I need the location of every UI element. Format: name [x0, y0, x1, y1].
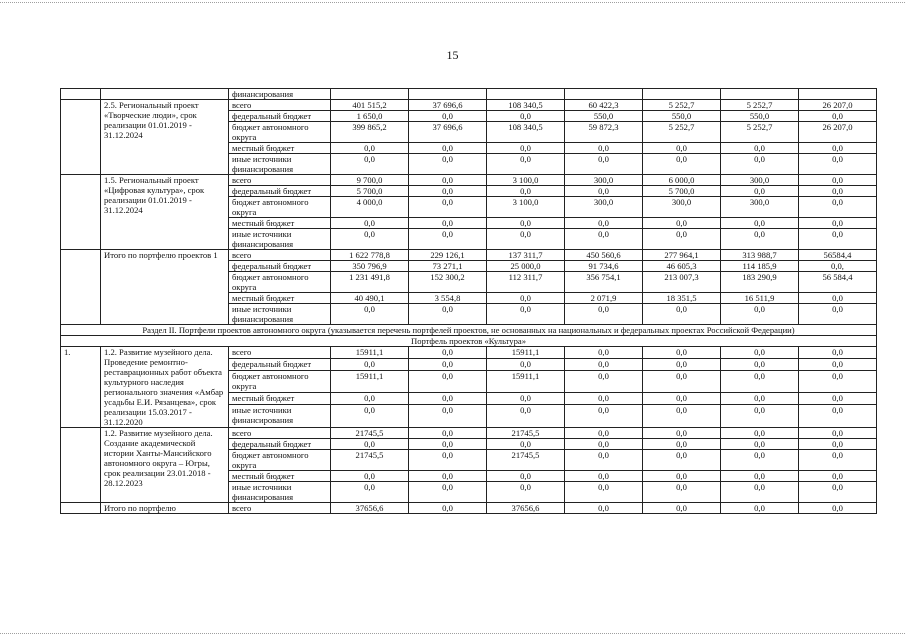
amount-cell: 0,0: [799, 293, 877, 304]
funding-source: бюджет автономного округа: [229, 450, 331, 471]
amount-cell: 0,0: [721, 450, 799, 471]
amount-cell: 0,0: [409, 229, 487, 250]
amount-cell: 0,0: [487, 439, 565, 450]
amount-cell: 0,0: [565, 439, 643, 450]
row-number: [61, 175, 101, 250]
amount-cell: 0,0: [487, 471, 565, 482]
amount-cell: 300,0: [721, 175, 799, 186]
amount-cell: 152 300,2: [409, 272, 487, 293]
amount-cell: 0,0: [409, 154, 487, 175]
amount-cell: 0,0: [409, 175, 487, 186]
amount-cell: 0,0: [643, 450, 721, 471]
amount-cell: 0,0: [487, 293, 565, 304]
amount-cell: 5 252,7: [721, 122, 799, 143]
amount-cell: 0,0: [643, 503, 721, 514]
amount-cell: 0,0: [409, 428, 487, 439]
amount-cell: 0,0: [487, 405, 565, 428]
amount-cell: 550,0: [565, 111, 643, 122]
amount-cell: 0,0: [721, 347, 799, 359]
table-row: [61, 89, 877, 100]
amount-cell: 0,0: [721, 358, 799, 370]
funding-source: местный бюджет: [229, 218, 331, 229]
amount-cell: 15911,1: [331, 347, 409, 359]
amount-cell: 73 271,1: [409, 261, 487, 272]
funding-source: местный бюджет: [229, 143, 331, 154]
amount-cell: 0,0: [487, 229, 565, 250]
amount-cell: 0,0: [799, 143, 877, 154]
amount-cell: 108 340,5: [487, 122, 565, 143]
amount-cell: 0,0: [721, 229, 799, 250]
amount-cell: 15911,1: [331, 370, 409, 393]
amount-cell: 0,0: [799, 154, 877, 175]
amount-cell: 3 100,0: [487, 197, 565, 218]
amount-cell: 0,0: [565, 405, 643, 428]
amount-cell: 350 796,9: [331, 261, 409, 272]
amount-cell: [721, 89, 799, 100]
amount-cell: 0,0: [643, 154, 721, 175]
amount-cell: 21745,5: [487, 428, 565, 439]
page-number: 15: [446, 48, 459, 62]
amount-cell: 0,0: [331, 439, 409, 450]
funding-source: всего: [229, 100, 331, 111]
amount-cell: 16 511,9: [721, 293, 799, 304]
amount-cell: 0,0: [331, 154, 409, 175]
scan-bottom-edge: [0, 631, 905, 634]
amount-cell: 37656,6: [487, 503, 565, 514]
amount-cell: 2 071,9: [565, 293, 643, 304]
amount-cell: 277 964,1: [643, 250, 721, 261]
row-number: 1.: [61, 347, 101, 428]
amount-cell: 5 252,7: [643, 122, 721, 143]
amount-cell: 0,0: [643, 370, 721, 393]
amount-cell: 25 000,0: [487, 261, 565, 272]
amount-cell: 550,0: [643, 111, 721, 122]
amount-cell: 137 311,7: [487, 250, 565, 261]
amount-cell: 0,0: [643, 482, 721, 503]
amount-cell: 0,0: [565, 370, 643, 393]
amount-cell: 26 207,0: [799, 122, 877, 143]
amount-cell: 0,0: [643, 428, 721, 439]
table-row: [61, 100, 877, 111]
amount-cell: 0,0: [565, 186, 643, 197]
project-name: Итого по портфелю проектов 1: [101, 250, 229, 325]
funding-table: [60, 88, 877, 514]
funding-source: всего: [229, 347, 331, 359]
amount-cell: 0,0: [721, 186, 799, 197]
amount-cell: 40 490,1: [331, 293, 409, 304]
amount-cell: 0,0: [799, 370, 877, 393]
amount-cell: 0,0: [331, 471, 409, 482]
amount-cell: 0,0: [799, 304, 877, 325]
amount-cell: 401 515,2: [331, 100, 409, 111]
scan-top-edge: [0, 2, 905, 6]
amount-cell: 0,0: [487, 358, 565, 370]
amount-cell: 21745,5: [487, 450, 565, 471]
amount-cell: 0,0: [409, 471, 487, 482]
amount-cell: [643, 89, 721, 100]
amount-cell: 0,0: [409, 450, 487, 471]
table-row: [61, 503, 877, 514]
amount-cell: 1 231 491,8: [331, 272, 409, 293]
amount-cell: 4 000,0: [331, 197, 409, 218]
amount-cell: 0,0: [721, 154, 799, 175]
amount-cell: 9 700,0: [331, 175, 409, 186]
amount-cell: 0,0: [565, 471, 643, 482]
amount-cell: 0,0: [331, 393, 409, 405]
amount-cell: 0,0: [721, 503, 799, 514]
amount-cell: 0,0: [721, 482, 799, 503]
funding-source: федеральный бюджет: [229, 111, 331, 122]
funding-source: иные источники финансирования: [229, 405, 331, 428]
amount-cell: 0,0: [409, 482, 487, 503]
amount-cell: [409, 89, 487, 100]
amount-cell: 0,0: [409, 304, 487, 325]
amount-cell: 0,0: [409, 218, 487, 229]
amount-cell: 450 560,6: [565, 250, 643, 261]
amount-cell: 0,0: [331, 143, 409, 154]
amount-cell: 0,0: [409, 370, 487, 393]
project-name: [101, 89, 229, 100]
funding-source: федеральный бюджет: [229, 186, 331, 197]
amount-cell: 0,0: [799, 471, 877, 482]
amount-cell: 15911,1: [487, 370, 565, 393]
amount-cell: 21745,5: [331, 428, 409, 439]
amount-cell: 0,0: [409, 143, 487, 154]
amount-cell: 0,0: [799, 393, 877, 405]
amount-cell: 1 622 778,8: [331, 250, 409, 261]
amount-cell: 0,0: [799, 347, 877, 359]
amount-cell: 0,0: [643, 304, 721, 325]
funding-source: финансирования: [229, 89, 331, 100]
row-number: [61, 100, 101, 175]
amount-cell: 0,0: [487, 482, 565, 503]
amount-cell: 1 650,0: [331, 111, 409, 122]
table-row: [61, 250, 877, 261]
project-name: 1.2. Развитие музейного дела. Проведение ремонтно-реставрационных работ объекта культурного наследия регионального значения «Амбар усадьбы Е.И. Рязанцева», срок реализации 15.03.2017 - 31.12.2020: [101, 347, 229, 428]
amount-cell: 0,0: [799, 405, 877, 428]
amount-cell: 0,0: [643, 471, 721, 482]
funding-source: местный бюджет: [229, 393, 331, 405]
funding-source: бюджет автономного округа: [229, 272, 331, 293]
amount-cell: 0,0: [799, 229, 877, 250]
amount-cell: 114 185,9: [721, 261, 799, 272]
amount-cell: 21745,5: [331, 450, 409, 471]
amount-cell: 0,0: [643, 393, 721, 405]
amount-cell: 0,0: [799, 197, 877, 218]
amount-cell: 183 290,9: [721, 272, 799, 293]
amount-cell: 0,0: [331, 482, 409, 503]
funding-source: иные источники финансирования: [229, 154, 331, 175]
amount-cell: 229 126,1: [409, 250, 487, 261]
amount-cell: 0,0: [721, 405, 799, 428]
amount-cell: 0,0: [409, 111, 487, 122]
funding-source: местный бюджет: [229, 293, 331, 304]
amount-cell: 0,0: [565, 393, 643, 405]
amount-cell: 0,0: [799, 175, 877, 186]
amount-cell: 0,0: [565, 154, 643, 175]
amount-cell: 213 007,3: [643, 272, 721, 293]
amount-cell: 0,0: [799, 186, 877, 197]
project-name: 2.5. Региональный проект «Творческие люди», срок реализации 01.01.2019 - 31.12.2024: [101, 100, 229, 175]
amount-cell: 356 754,1: [565, 272, 643, 293]
amount-cell: 300,0: [565, 197, 643, 218]
amount-cell: 0,0: [643, 347, 721, 359]
amount-cell: 0,0: [409, 503, 487, 514]
amount-cell: 0,0: [409, 439, 487, 450]
amount-cell: 0,0: [799, 450, 877, 471]
funding-source: бюджет автономного округа: [229, 197, 331, 218]
amount-cell: 0,0: [487, 218, 565, 229]
amount-cell: 26 207,0: [799, 100, 877, 111]
amount-cell: 0,0: [799, 428, 877, 439]
amount-cell: 3 554,8: [409, 293, 487, 304]
amount-cell: 300,0: [565, 175, 643, 186]
funding-source: бюджет автономного округа: [229, 370, 331, 393]
funding-source: всего: [229, 175, 331, 186]
amount-cell: 60 422,3: [565, 100, 643, 111]
amount-cell: 0,0: [565, 503, 643, 514]
table-row: [61, 347, 877, 359]
amount-cell: 0,0: [643, 358, 721, 370]
amount-cell: 0,0: [487, 393, 565, 405]
amount-cell: 0,0: [721, 143, 799, 154]
amount-cell: 0,0: [409, 393, 487, 405]
row-number: [61, 428, 101, 503]
amount-cell: 0,0: [643, 439, 721, 450]
amount-cell: 0,0: [565, 358, 643, 370]
amount-cell: 0,0: [487, 154, 565, 175]
amount-cell: 0,0: [643, 229, 721, 250]
amount-cell: 0,0: [721, 393, 799, 405]
amount-cell: 5 252,7: [643, 100, 721, 111]
table-row: [61, 175, 877, 186]
table-row: [61, 336, 877, 347]
amount-cell: 15911,1: [487, 347, 565, 359]
amount-cell: 0,0: [799, 482, 877, 503]
amount-cell: 18 351,5: [643, 293, 721, 304]
amount-cell: 0,0: [409, 405, 487, 428]
amount-cell: 313 988,7: [721, 250, 799, 261]
amount-cell: 5 252,7: [721, 100, 799, 111]
amount-cell: 0,0: [799, 358, 877, 370]
funding-source: бюджет автономного округа: [229, 122, 331, 143]
amount-cell: 0,0: [643, 218, 721, 229]
amount-cell: 5 700,0: [331, 186, 409, 197]
amount-cell: 0,0: [799, 503, 877, 514]
amount-cell: 399 865,2: [331, 122, 409, 143]
funding-source: федеральный бюджет: [229, 261, 331, 272]
row-number: [61, 503, 101, 514]
funding-source: федеральный бюджет: [229, 439, 331, 450]
amount-cell: 56 584,4: [799, 272, 877, 293]
amount-cell: 59 872,3: [565, 122, 643, 143]
amount-cell: 0,0: [331, 229, 409, 250]
amount-cell: 0,0: [565, 450, 643, 471]
amount-cell: 0,0: [565, 482, 643, 503]
table-row: [61, 428, 877, 439]
amount-cell: 0,0: [565, 143, 643, 154]
amount-cell: 0,0: [487, 304, 565, 325]
amount-cell: 0,0: [409, 197, 487, 218]
amount-cell: 0,0: [565, 304, 643, 325]
amount-cell: 0,0: [331, 304, 409, 325]
amount-cell: [487, 89, 565, 100]
amount-cell: 0,0: [643, 143, 721, 154]
funding-source: всего: [229, 250, 331, 261]
section-heading: Раздел II. Портфели проектов автономного округа (указывается перечень портфелей проектов, не основанных на национальных и федеральных проектах Российской Федерации): [61, 325, 877, 336]
amount-cell: 5 700,0: [643, 186, 721, 197]
project-name: Итого по портфелю: [101, 503, 229, 514]
amount-cell: 0,0: [721, 471, 799, 482]
amount-cell: 0,0: [487, 143, 565, 154]
amount-cell: 91 734,6: [565, 261, 643, 272]
amount-cell: 0,0: [331, 405, 409, 428]
amount-cell: 0,0: [487, 186, 565, 197]
project-name: 1.5. Региональный проект «Цифровая культура», срок реализации 01.01.2019 - 31.12.2024: [101, 175, 229, 250]
amount-cell: 300,0: [643, 197, 721, 218]
section-heading: Портфель проектов «Культура»: [61, 336, 877, 347]
amount-cell: 0,0: [565, 428, 643, 439]
row-number: [61, 89, 101, 100]
funding-source: всего: [229, 428, 331, 439]
amount-cell: 0,0: [487, 111, 565, 122]
row-number: [61, 250, 101, 325]
amount-cell: 46 605,3: [643, 261, 721, 272]
amount-cell: [331, 89, 409, 100]
amount-cell: [799, 89, 877, 100]
amount-cell: 0,0: [565, 218, 643, 229]
table-row: [61, 325, 877, 336]
amount-cell: [565, 89, 643, 100]
amount-cell: 300,0: [721, 197, 799, 218]
amount-cell: 0,0: [565, 347, 643, 359]
amount-cell: 112 311,7: [487, 272, 565, 293]
amount-cell: 550,0: [721, 111, 799, 122]
amount-cell: 0,0: [721, 370, 799, 393]
funding-source: иные источники финансирования: [229, 229, 331, 250]
amount-cell: 6 000,0: [643, 175, 721, 186]
amount-cell: 0,0: [799, 111, 877, 122]
project-name: 1.2. Развитие музейного дела. Создание академической истории Ханты-Мансийского автономного округа – Югры, срок реализации 23.01.2018 - 28.12.2023: [101, 428, 229, 503]
amount-cell: 0,0: [799, 439, 877, 450]
amount-cell: 37 696,6: [409, 122, 487, 143]
amount-cell: 37656,6: [331, 503, 409, 514]
funding-source: иные источники финансирования: [229, 482, 331, 503]
amount-cell: 56584,4: [799, 250, 877, 261]
amount-cell: 0,0: [721, 439, 799, 450]
amount-cell: 0,0,: [799, 261, 877, 272]
amount-cell: 0,0: [409, 358, 487, 370]
amount-cell: 108 340,5: [487, 100, 565, 111]
amount-cell: 0,0: [721, 304, 799, 325]
funding-source: федеральный бюджет: [229, 358, 331, 370]
amount-cell: 0,0: [565, 229, 643, 250]
amount-cell: 0,0: [799, 218, 877, 229]
amount-cell: 37 696,6: [409, 100, 487, 111]
amount-cell: 0,0: [721, 428, 799, 439]
amount-cell: 0,0: [331, 358, 409, 370]
funding-source: иные источники финансирования: [229, 304, 331, 325]
amount-cell: 0,0: [409, 186, 487, 197]
amount-cell: 0,0: [643, 405, 721, 428]
amount-cell: 3 100,0: [487, 175, 565, 186]
amount-cell: 0,0: [331, 218, 409, 229]
funding-source: всего: [229, 503, 331, 514]
funding-source: местный бюджет: [229, 471, 331, 482]
amount-cell: 0,0: [721, 218, 799, 229]
amount-cell: 0,0: [409, 347, 487, 359]
